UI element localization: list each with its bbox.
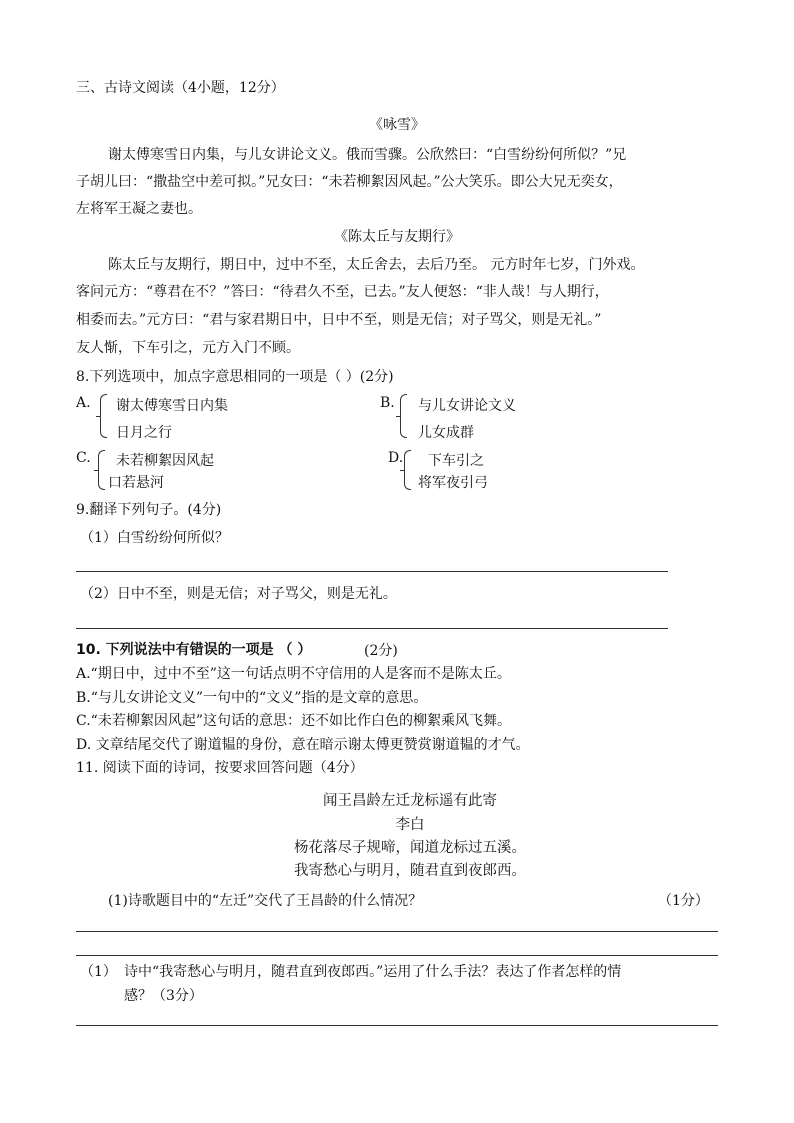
- q9-stem: 9.翻译下列句子。(4分): [76, 502, 222, 518]
- brace-icon: [100, 394, 107, 438]
- q11-poem-line: 杨花落尽子规啼，闻道龙标过五溪。: [294, 840, 526, 856]
- answer-line[interactable]: [76, 628, 668, 629]
- q8-option-a-text1: 谢太傅寒雪日内集: [116, 398, 228, 414]
- q8-option-b-label: B.: [380, 395, 395, 411]
- q9-sentence-1: （1）白雪纷纷何所似？: [80, 530, 229, 546]
- q11-sub1: (1)诗歌题目中的“左迁”交代了王昌龄的什么情况？: [108, 893, 423, 909]
- q10-option-d: D. 文章结尾交代了谢道韫的身份，意在暗示谢太傅更赞赏谢道韫的才气。: [76, 737, 530, 753]
- q11-poem-line: 我寄愁心与明月，随君直到夜郎西。: [294, 863, 526, 879]
- q10-points: (2分): [364, 643, 398, 659]
- poem2-line: 友人惭，下车引之，元方入门不顾。: [76, 340, 300, 356]
- poem2-title: 《陈太丘与友期行》: [334, 229, 460, 245]
- q8-option-d-text1: 下车引之: [428, 453, 484, 469]
- q10-option-a: A.“期日中，过中不至”这一句话点明不守信用的人是客而不是陈太丘。: [76, 666, 511, 682]
- q8-option-d-text2: 将军夜引弓: [418, 475, 488, 491]
- q8-option-b-text2: 儿女成群: [418, 425, 474, 441]
- brace-icon: [98, 450, 105, 490]
- q11-sub2-number: （1）: [80, 964, 117, 980]
- q11-poem-author: 李白: [395, 817, 425, 833]
- poem2-line: 陈太丘与友期行，期日中，过中不至，太丘舍去，去后乃至。 元方时年七岁，门外戏。: [108, 257, 645, 273]
- q11-sub2-line: 诗中“我寄愁心与明月，随君直到夜郎西。”运用了什么手法？表达了作者怎样的情: [124, 964, 622, 980]
- answer-line[interactable]: [76, 955, 718, 956]
- q11-poem-title: 闻王昌龄左迁龙标遥有此寄: [323, 793, 497, 809]
- q10-option-b: B.“与儿女讲论文义”一句中的“文义”指的是文章的意思。: [76, 690, 428, 706]
- answer-line[interactable]: [76, 931, 718, 932]
- answer-line[interactable]: [76, 1025, 718, 1026]
- q8-option-a-label: A.: [76, 395, 91, 411]
- q8-stem: 8.下列选项中，加点字意思相同的一项是（ ）(2分): [76, 369, 394, 385]
- q8-option-c-text2: 口若悬河: [108, 475, 164, 491]
- q10-stem: 10. 下列说法中有错误的一项是 （ ）: [76, 642, 312, 658]
- brace-icon: [400, 394, 407, 438]
- q8-option-c-text1: 未若柳絮因风起: [116, 453, 214, 469]
- q11-stem: 11. 阅读下面的诗词，按要求回答问题（4分）: [76, 760, 364, 776]
- poem1-line: 子胡儿曰：“撒盐空中差可拟。”兄女曰：“未若柳絮因风起。”公大笑乐。即公大兄无奕女，: [76, 174, 623, 190]
- q8-option-c-label: C.: [76, 450, 91, 466]
- poem2-line: 相委而去。”元方曰：“君与家君期日中，日中不至，则是无信；对子骂父，则是无礼。”: [76, 312, 602, 328]
- section-title: 三、古诗文阅读（4小题，12分）: [76, 80, 285, 96]
- q8-option-a-text2: 日月之行: [116, 425, 172, 441]
- q9-sentence-2: （2）日中不至，则是无信；对子骂父，则是无礼。: [80, 586, 397, 602]
- q8-option-d-label: D.: [388, 450, 404, 466]
- brace-icon: [404, 450, 411, 490]
- answer-line[interactable]: [76, 571, 668, 572]
- poem1-title: 《咏雪》: [369, 117, 425, 133]
- poem1-line: 谢太傅寒雪日内集，与儿女讲论文义。俄而雪骤。公欣然曰：“白雪纷纷何所似？”兄: [108, 147, 627, 163]
- q11-sub1-points: （1分）: [658, 893, 709, 909]
- poem2-line: 客问元方：“尊君在不？”答曰：“待君久不至，已去。”友人便怒：“非人哉！与人期行，: [76, 284, 609, 300]
- q8-option-b-text1: 与儿女讲论文义: [418, 398, 516, 414]
- q11-sub2-line: 感？（3分）: [124, 988, 203, 1004]
- poem1-line: 左将军王凝之妻也。: [76, 201, 202, 217]
- q10-option-c: C.“未若柳絮因风起”这句话的意思：还不如比作白色的柳絮乘风飞舞。: [76, 713, 511, 729]
